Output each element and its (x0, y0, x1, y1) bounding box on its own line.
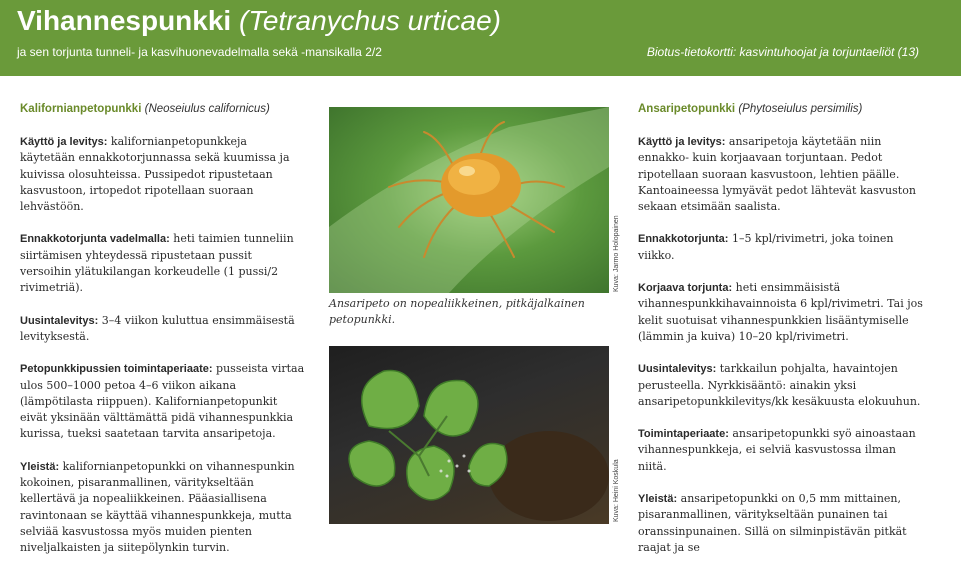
para-text: kalifornianpetopunkki on vihannespunkin kokoinen, pisaranmallinen, väritykseltään kellertävä ja nopealiikkeinen. Pääasiallisena ravintonaan se käyttää vihannespunkkeja, mutta selviää kasvustossa myös muiden pienten niveljalkaisten ja siitepölynkin turvin. (20, 459, 295, 555)
para-label: Yleistä: (638, 493, 678, 506)
right-para-usage (638, 134, 923, 215)
right-section-heading (638, 100, 923, 118)
title-latin-name: (Tetranychus urticae) (239, 5, 501, 36)
page-subtitle: ja sen torjunta tunneli- ja kasvihuonevadelmalla sekä -mansikalla 2/2 (17, 45, 382, 59)
left-column (20, 100, 305, 573)
left-para-usage (20, 134, 305, 215)
right-heading-latin: (Phytoseiulus persimilis) (738, 103, 863, 115)
para-text: kalifornianpetopunkkeja käytetään ennakkotorjunnassa sekä kuumissa ja kuivissa olosuhteissa. Pussipedot ripustetaan kasvustoon, irtopedot ripotellaan suoraan lehvästöön. (20, 135, 290, 214)
para-text: heti ensimmäisistä vihannespunkkihavainnoista 6 kpl/rivimetri. Tai jos kelit suotuisat vihannespunkkien lisääntymiselle (lämmin ja kuiva) 10–20 kpl/rivimetri. (638, 281, 923, 343)
para-label: Käyttö ja levitys: (20, 136, 108, 148)
right-para-repeat (638, 361, 923, 410)
right-para-corrective (638, 280, 923, 345)
left-para-prevention (20, 231, 305, 296)
para-label: Toimintaperiaate: (638, 428, 729, 441)
para-label: Käyttö ja levitys: (638, 136, 726, 148)
para-text: heti taimien tunneliin siirtämisen yhteydessä ripustetaan pussit versoihin ylätukilangan korkeudelle (1 pussi/2 rivimetriä). (20, 232, 294, 295)
para-label: Uusintalevitys: (638, 363, 717, 376)
para-text: ansaripetopunkki on 0,5 mm mittainen, pisaranmallinen, väritykseltään punainen tai oranssinpunainen. Sillä on silminpistävän pitkät raajat ja se (638, 492, 907, 554)
para-label: Yleistä: (20, 460, 60, 473)
strawberry-illustration-icon (329, 346, 609, 524)
page-title (17, 4, 501, 38)
left-heading-latin: (Neoseiulus californicus) (144, 103, 270, 115)
right-para-prevention (638, 231, 923, 264)
mite-illustration-icon (329, 107, 609, 293)
right-heading-main: Ansaripetopunkki (638, 103, 736, 115)
photo-caption: Ansaripeto on nopealiikkeinen, pitkäjalkainen petopunkki. (329, 297, 585, 326)
title-common-name: Vihannespunkki (17, 5, 232, 36)
left-heading-main: Kalifornianpetopunkki (20, 103, 142, 115)
left-section-heading (20, 100, 305, 118)
para-text: ansaripetoja käytetään niin ennakko- kuin korjaavaan torjuntaan. Pedot ripotellaan suoraan kasvustoon, lehtien päälle. Kantoaineessa lymyävät pedot lähtevät kasvuston sekaan etsimään saalista. (638, 135, 916, 214)
left-para-general (20, 459, 305, 557)
para-label: Ennakkotorjunta: (638, 233, 729, 246)
header-banner (0, 0, 961, 76)
right-para-principle (638, 426, 923, 475)
predatory-mite-photo (329, 107, 609, 293)
para-label: Petopunkkipussien toimintaperiaate: (20, 363, 213, 376)
para-text: 1–5 kpl/rivimetri, joka toinen viikko. (638, 232, 894, 262)
para-text: 3–4 viikon kuluttua ensimmäisestä levityksestä. (20, 313, 295, 343)
para-label: Ennakkotorjunta vadelmalla: (20, 233, 170, 246)
photo-credit-1: Kuva: Jarmo Holopainen (613, 215, 620, 292)
para-label: Korjaava torjunta: (638, 282, 733, 295)
para-label: Uusintalevitys: (20, 314, 99, 327)
photo-credit-2: Kuva: Heini Koskula (613, 459, 620, 522)
right-column (638, 100, 923, 572)
left-para-principle (20, 361, 305, 442)
para-text: pusseista virtaa ulos 500–1000 petoa 4–6 viikon aikana (lämpötilasta riippuen). Kalifornianpetopunkit eivät yksinään välttämättä pidä vihannespunkkia kurissa, tueksi saatetaan tarvita ansaripetoja. (20, 362, 305, 441)
para-text: tarkkailun pohjalta, havaintojen perusteella. Nyrkkisääntö: ainakin yksi ansaripetopunkkilevitys/kk kesäkuusta elokuuhun. (638, 362, 921, 408)
strawberry-plant-photo (329, 346, 609, 524)
para-text: ansaripetopunkki syö ainoastaan vihannespunkkeja, ei selviä kasvustossa ilman niitä. (638, 427, 916, 473)
left-para-repeat (20, 313, 305, 346)
series-label: Biotus-tietokortti: kasvintuhoojat ja torjuntaeliöt (13) (646, 45, 919, 59)
